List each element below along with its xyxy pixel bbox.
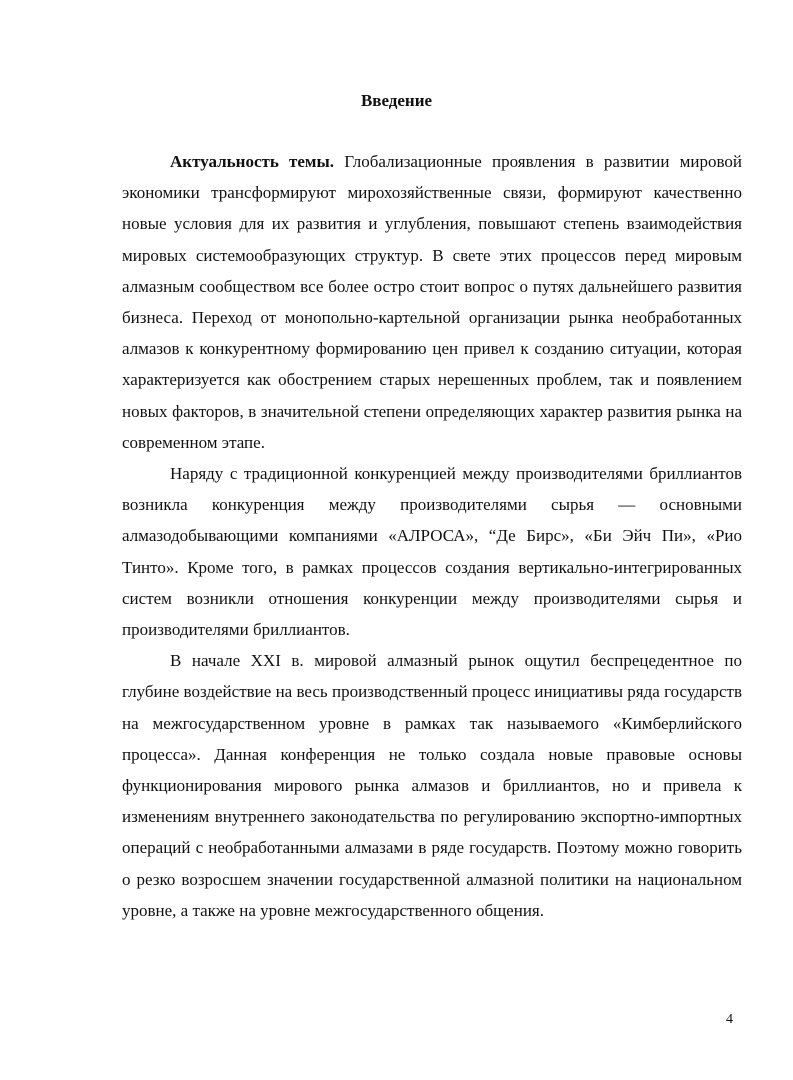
paragraph-3: В начале XXI в. мировой алмазный рынок ощутил беспрецедентное по глубине воздействие на весь производственный процесс инициативы ряда государств на межгосударственном уровне в рамках так называемого «Кимберлийского процесса». Данная конференция не только создала новые правовые основы функционирования мирового рынка алмазов и бриллиантов, но и привела к изменениям внутреннего законодательства по регулированию экспортно-импортных операций с необработанными алмазами в ряде государств. Поэтому можно говорить о резко возросшем значении государственной алмазной политики на национальном уровне, а также на уровне межгосударственного общения. [122, 651, 742, 920]
body-text [122, 146, 742, 926]
paragraph-lead: Актуальность темы. [170, 152, 335, 171]
paragraph-1 [122, 146, 742, 458]
paragraph-2: Наряду с традиционной конкуренцией между производителями бриллиантов возникла конкуренция между производителями сырья — основными алмазодобывающими компаниями «АЛРОСА», “Де Бирс», «Би Эйч Пи», «Рио Тинто». Кроме того, в рамках процессов создания вертикально-интегрированных систем возникли отношения конкуренции между производителями сырья и производителями бриллиантов. [122, 464, 742, 640]
page-number: 4 [726, 1012, 733, 1027]
paragraph-1-text: Глобализационные проявления в развитии мировой экономики трансформируют мирохозяйственные связи, формируют качественно новые условия для их развития и углубления, повышают степень взаимодействия мировых системообразующих структур. В свете этих процессов перед мировым алмазным сообществом все более остро стоит вопрос о путях дальнейшего развития бизнеса. Переход от монопольно-картельной организации рынка необработанных алмазов к конкурентному формированию цен привел к созданию ситуации, которая характеризуется как обострением старых нерешенных проблем, так и появлением новых факторов, в значительной степени определяющих характер развития рынка на современном этапе. [122, 152, 742, 452]
page-title: Введение [360, 91, 433, 110]
